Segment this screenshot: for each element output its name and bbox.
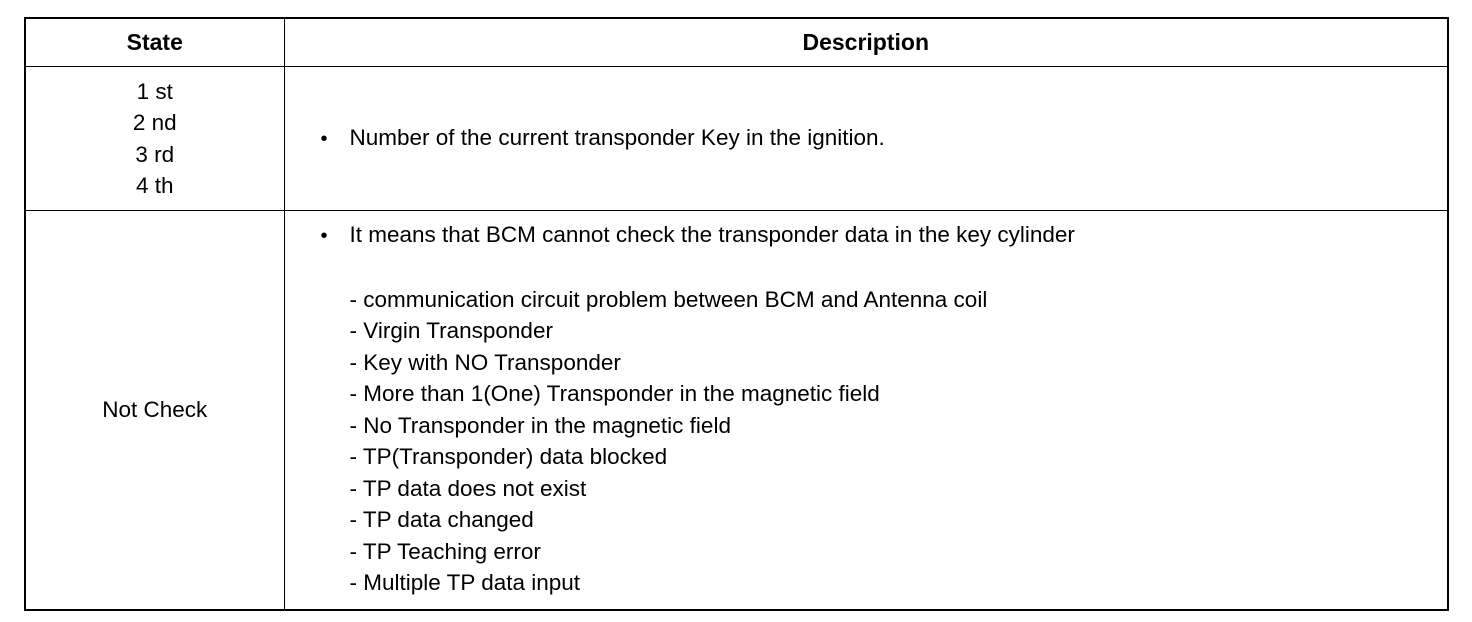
bullet-icon: • — [320, 127, 328, 150]
description-cell — [284, 211, 1448, 611]
description-column-header: Description — [284, 18, 1448, 67]
state-value: 2 nd — [132, 110, 177, 135]
header-row — [25, 18, 1448, 67]
table-row — [25, 211, 1448, 611]
list-item: - Virgin Transponder — [349, 318, 553, 343]
state-value: 4 th — [135, 173, 174, 198]
list-item: - TP(Transponder) data blocked — [349, 444, 668, 469]
list-item: - No Transponder in the magnetic field — [349, 412, 731, 438]
list-item: - More than 1(One) Transponder in the magnetic field — [349, 381, 880, 406]
state-value: Not Check — [102, 397, 208, 423]
cause-list — [321, 284, 1448, 599]
description-bullet-item — [321, 122, 1448, 156]
description-text: Number of the current transponder Key in the ignition. — [349, 124, 885, 150]
description-bullet-item — [321, 219, 1448, 253]
table-row — [25, 67, 1448, 211]
state-cell — [25, 211, 284, 611]
bullet-icon: • — [320, 225, 328, 247]
state-value: 1 st — [136, 78, 173, 104]
description-text: It means that BCM cannot check the transponder data in the key cylinder — [349, 222, 1075, 247]
state-description-table — [24, 17, 1449, 611]
state-value: 3 rd — [135, 141, 175, 167]
description-cell — [284, 67, 1448, 211]
list-item: - TP data changed — [349, 507, 534, 532]
list-item: - TP Teaching error — [349, 538, 541, 564]
list-item: - Key with NO Transponder — [349, 349, 621, 375]
state-cell — [25, 67, 284, 211]
state-column-header: State — [25, 18, 284, 67]
list-item: - communication circuit problem between BCM and Antenna coil — [349, 286, 988, 312]
list-item: - TP data does not exist — [349, 475, 587, 501]
list-item: - Multiple TP data input — [349, 570, 581, 595]
